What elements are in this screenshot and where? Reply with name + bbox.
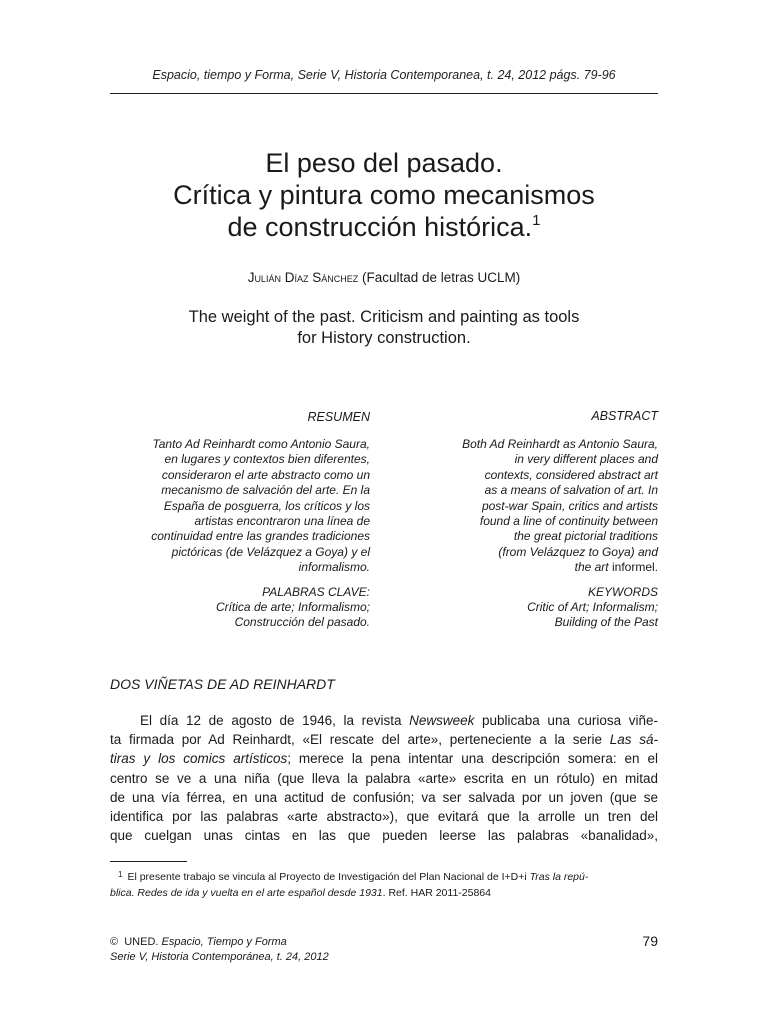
abstract-last-line (425, 560, 658, 575)
footer-journal: Espacio, Tiempo y Forma (161, 936, 287, 948)
abstract-line: post-war Spain, critics and artists (481, 498, 658, 513)
resumen-line: informalismo. (298, 560, 370, 575)
palabras-clave-label: PALABRAS CLAVE: (262, 585, 370, 599)
abstract-line: the great pictorial traditions (513, 529, 658, 544)
body-paragraph (110, 711, 658, 845)
footnote-mark: 1 (118, 870, 123, 879)
palabras-clave-list (110, 600, 370, 631)
footnote-italic-run: Tras la repú- (529, 871, 589, 883)
footnote-text-run: . Ref. HAR 2011-25864 (382, 887, 491, 899)
footnote-line-1 (110, 867, 658, 885)
footer-citation (110, 935, 329, 964)
body-italic-run: Newsweek (409, 713, 475, 728)
body-line: que cuelgan unas cintas en las que pueden leerse las palabras «banalidad», (110, 828, 658, 844)
body-text-run: ta firmada por Ad Reinhardt, «El rescate del arte», perteneciente a la serie (110, 732, 610, 748)
title-line-3-text: de construcción histórica. (227, 212, 533, 242)
author-affiliation: (Facultad de letras UCLM) (361, 270, 521, 285)
english-title-line-1: The weight of the past. Criticism and painting as tools (188, 308, 580, 326)
body-italic-run: tiras y los comics artísticos (110, 751, 288, 767)
english-title (110, 307, 658, 349)
keywords-list (430, 600, 658, 631)
copyright-symbol: © (110, 936, 119, 948)
footnote-italic-run: blica. Redes de ida y vuelta en el arte español desde 1931 (110, 887, 383, 899)
author-line (110, 270, 658, 285)
title-line-2: Crítica y pintura como mecanismos (173, 180, 595, 210)
footnote (110, 867, 658, 901)
page-number: 79 (642, 933, 658, 949)
abstract-line: as a means of salvation of art. In (484, 483, 658, 498)
body-italic-run: Las sá- (609, 732, 658, 748)
title-footnote-mark: 1 (532, 212, 541, 229)
body-line: de una vía férrea, en una actitud de confusión; va ser salvada por un joven (que se (110, 789, 658, 805)
resumen-line: mecanismo de salvación del arte. En la (161, 483, 370, 498)
body-line: identifica por las palabras «arte abstracto»), que evitará que la arrolle un tren del (110, 808, 658, 824)
body-text-run: ; merece la pena intentar una descripción somera: en el (287, 751, 658, 767)
resumen-line: en lugares y contextos bien diferentes, (164, 452, 370, 467)
footer-line-2: Serie V, Historia Contemporánea, t. 24, 2012 (110, 950, 329, 963)
body-line (110, 749, 658, 768)
footnote-line-2 (110, 885, 658, 901)
palabras-clave-line: Construcción del pasado. (234, 615, 370, 630)
body-text-run: El día 12 de agosto de 1946, la revista (140, 713, 410, 728)
resumen-line: pictóricas (de Velázquez a Goya) y el (171, 544, 370, 559)
resumen-line: artistas encontraron una línea de (194, 514, 370, 529)
abstract-line: contexts, considered abstract art (484, 467, 658, 482)
resumen-heading: RESUMEN (307, 410, 370, 424)
abstract-line: in very different places and (514, 452, 658, 467)
body-text-run: publicaba una curiosa viñe- (474, 713, 658, 728)
publisher: UNED. (124, 936, 159, 948)
english-title-line-2: for History construction. (297, 329, 471, 347)
abstract-heading: ABSTRACT (591, 409, 658, 423)
resumen-line: Tanto Ad Reinhardt como Antonio Saura, (152, 437, 370, 451)
title-line-1: El peso del pasado. (265, 148, 503, 178)
author-name: Julián Díaz Sánchez (247, 270, 359, 285)
keywords-line: Building of the Past (554, 615, 658, 630)
palabras-clave-line: Crítica de arte; Informalismo; (215, 600, 370, 614)
keywords-label: KEYWORDS (587, 585, 658, 599)
abstract-line: (from Velázquez to Goya) and (498, 544, 658, 559)
resumen-line: continuidad entre las grandes tradiciones (151, 529, 370, 544)
title-line-3 (110, 211, 658, 243)
abstract-line: found a line of continuity between (479, 514, 658, 529)
resumen-body (110, 437, 370, 576)
resumen-line: consideraron el arte abstracto como un (161, 467, 370, 482)
journal-header: Espacio, tiempo y Forma, Serie V, Historia Contemporanea, t. 24, 2012 págs. 79-96 (152, 68, 616, 82)
body-line: centro se ve a una niña (que lleva la palabra «arte» escrita en un rótulo) en mitad (110, 770, 658, 786)
section-heading: DOS VIÑETAS DE AD REINHARDT (110, 676, 335, 692)
article-title (110, 147, 658, 243)
abstract-body (425, 437, 658, 576)
footnote-text-run: El presente trabajo se vincula al Proyecto de Investigación del Plan Nacional de I+D+i (127, 871, 530, 883)
keywords-line: Critic of Art; Informalism; (527, 600, 658, 614)
footnote-rule (110, 861, 187, 862)
abstract-last-upright: informel. (611, 560, 658, 575)
abstract-last-italic: the art (574, 560, 609, 575)
body-line (110, 730, 658, 749)
footer-line-1 (110, 935, 329, 950)
resumen-line: España de posguerra, los críticos y los (163, 498, 370, 513)
body-line (110, 711, 658, 730)
header-rule (110, 93, 658, 94)
abstract-line: Both Ad Reinhardt as Antonio Saura, (462, 437, 658, 451)
